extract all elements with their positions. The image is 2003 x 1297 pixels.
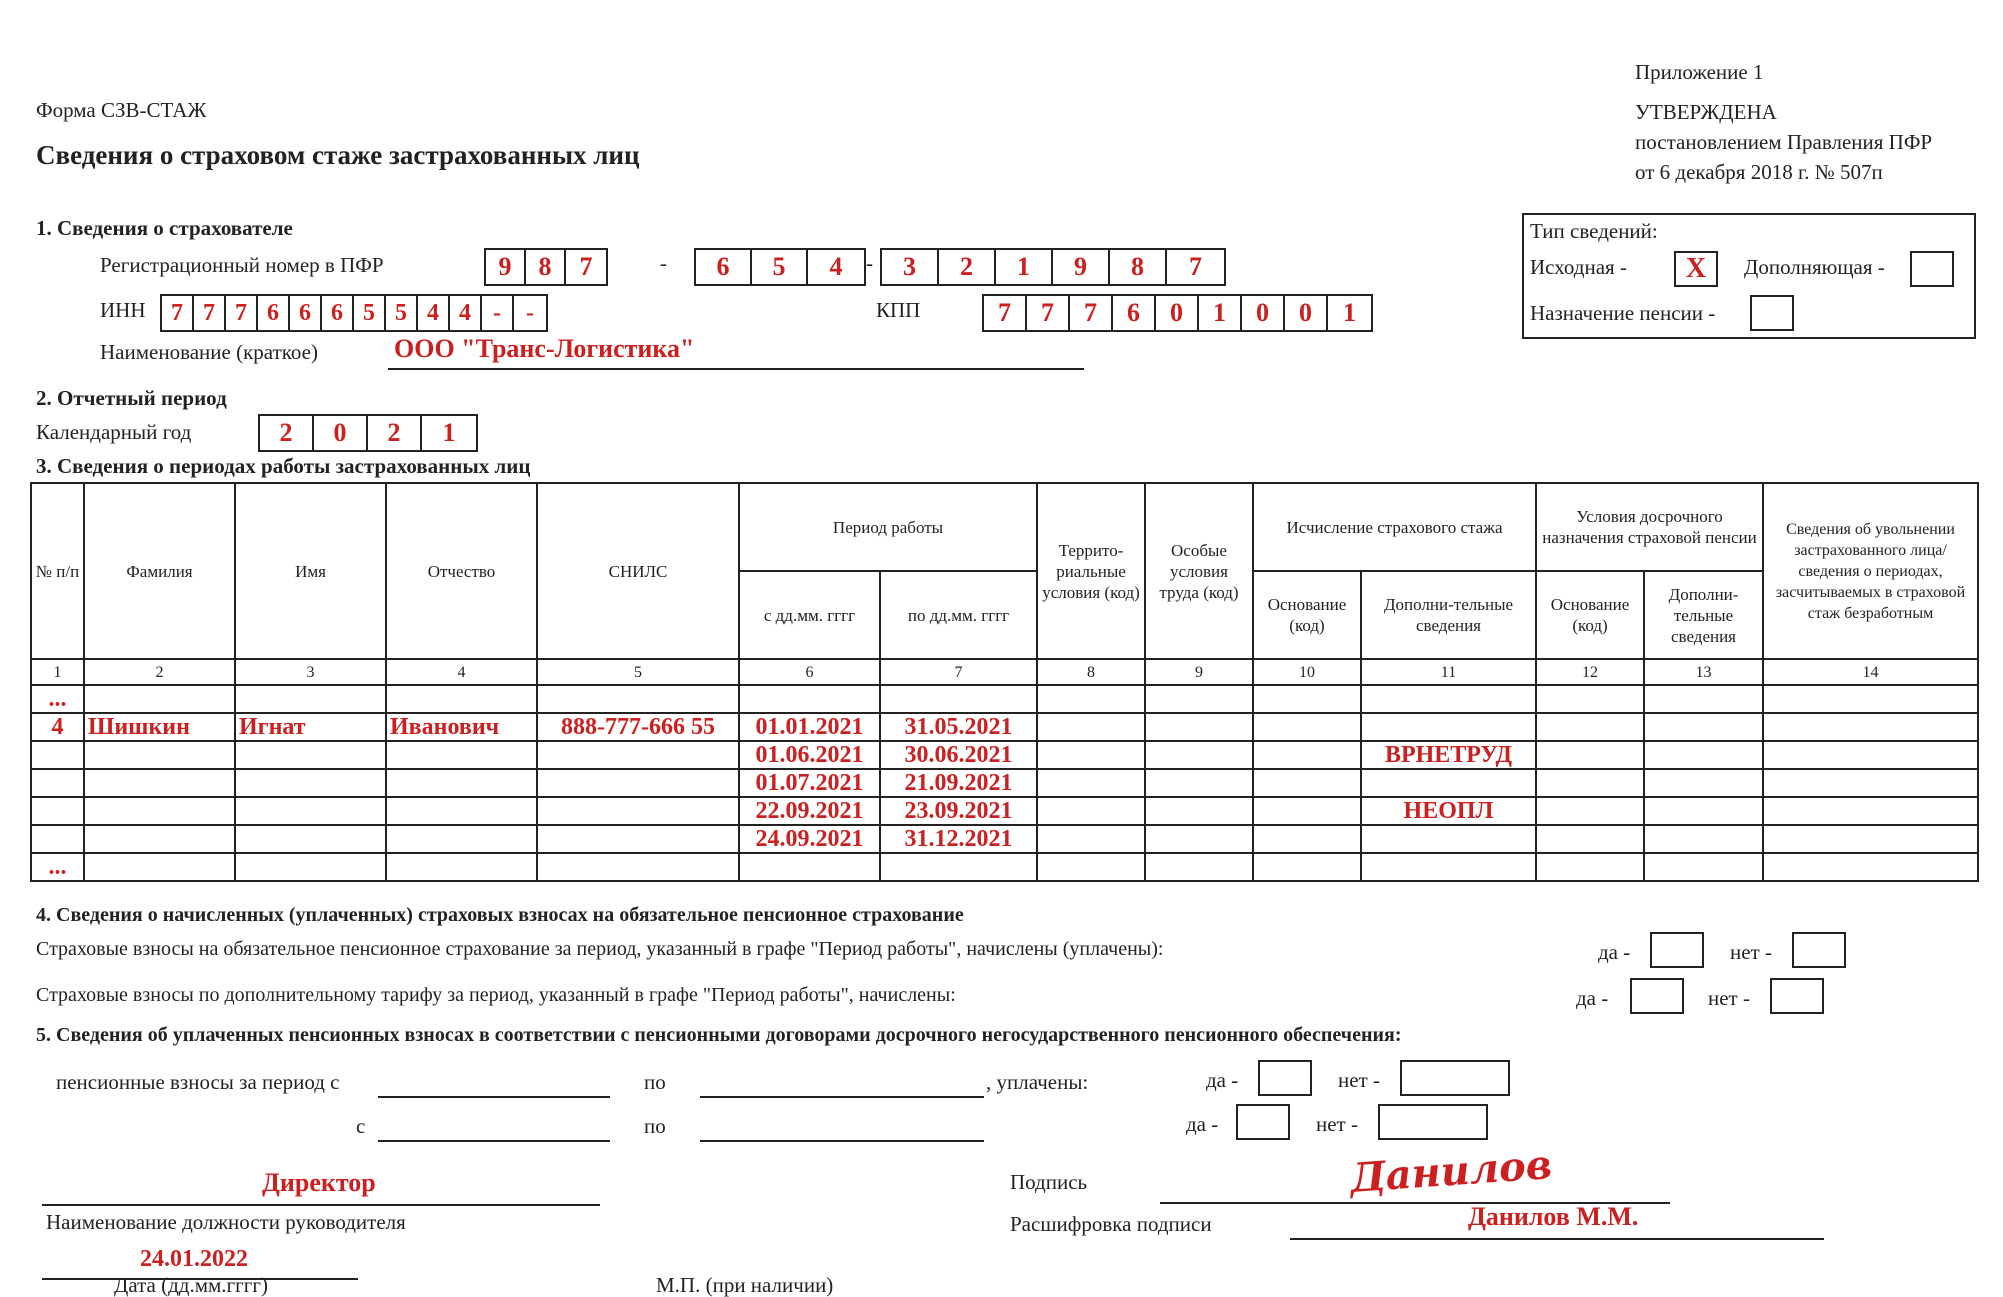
digit-box: 2	[368, 416, 422, 450]
kpp-field[interactable]	[982, 294, 1373, 332]
no-label: нет -	[1730, 940, 1772, 964]
digit-box: 6	[258, 296, 290, 330]
col-number: 14	[1763, 659, 1978, 685]
col-header-from: с дд.мм. гггг	[739, 571, 880, 659]
col-header-special: Особые условия труда (код)	[1145, 483, 1253, 659]
table-row	[31, 713, 1978, 741]
col-number: 2	[84, 659, 235, 685]
year-label: Календарный год	[36, 420, 192, 444]
digit-box: 1	[1199, 296, 1242, 330]
digit-box: 7	[984, 296, 1027, 330]
col-number: 11	[1361, 659, 1536, 685]
cell-calc-extra: НЕОПЛ	[1361, 797, 1536, 825]
table-row	[31, 741, 1978, 769]
digit-box: 6	[696, 250, 752, 284]
cell-from: 01.01.2021	[739, 713, 880, 741]
section3-title: 3. Сведения о периодах работы застрахованных лиц	[36, 454, 531, 478]
ellipsis-cell: ...	[31, 853, 84, 881]
form-name: Форма СЗВ-СТАЖ	[36, 98, 207, 122]
cell-to: 23.09.2021	[880, 797, 1037, 825]
reg-dash: -	[660, 251, 667, 275]
inn-label: ИНН	[100, 298, 146, 322]
cell-from: 22.09.2021	[739, 797, 880, 825]
digit-box: 6	[290, 296, 322, 330]
supplement-label: Дополняющая -	[1744, 255, 1885, 279]
digit-box: 7	[1189, 252, 1202, 281]
digit-box: 2	[260, 416, 314, 450]
info-type-panel	[1522, 213, 1976, 339]
appendix-label: Приложение 1	[1635, 60, 1764, 84]
no-label: нет -	[1338, 1068, 1380, 1092]
col-header-early-basis: Основание (код)	[1536, 571, 1644, 659]
yes-label: да -	[1186, 1112, 1219, 1136]
digit-box: 6	[1113, 296, 1156, 330]
col-header-name: Имя	[235, 483, 386, 659]
digit-box: 6	[322, 296, 354, 330]
digit-box: 5	[354, 296, 386, 330]
section4-line1: Страховые взносы на обязательное пенсионное страхование за период, указанный в графе "Период работы", начислены (уплачены):	[36, 938, 1164, 960]
cell-from: 01.06.2021	[739, 741, 880, 769]
yes-checkbox[interactable]	[1236, 1104, 1290, 1140]
yes-checkbox[interactable]	[1650, 932, 1704, 968]
cell-name: Игнат	[235, 713, 386, 741]
table-row	[31, 797, 1978, 825]
digit-box: 2	[939, 250, 996, 284]
col-number: 7	[880, 659, 1037, 685]
col-header-calc-extra: Дополни-тельные сведения	[1361, 571, 1536, 659]
digit-box: 9	[1053, 250, 1110, 284]
decode-field[interactable]	[1290, 1200, 1824, 1240]
cell-to: 31.12.2021	[880, 825, 1037, 853]
initial-label: Исходная -	[1530, 255, 1627, 279]
digit-box: 8	[1110, 250, 1167, 284]
cell-calc-extra: ВРНЕТРУД	[1361, 741, 1536, 769]
col-header-to: по дд.мм. гггг	[880, 571, 1037, 659]
digit-box: 7	[1070, 296, 1113, 330]
col-header-territorial: Террито-риальные условия (код)	[1037, 483, 1145, 659]
digit-box: 7	[162, 296, 194, 330]
reg-number-part1[interactable]	[484, 248, 608, 286]
digit-box: 7	[194, 296, 226, 330]
col-number: 3	[235, 659, 386, 685]
digit-box: -	[482, 296, 514, 330]
org-name-label: Наименование (краткое)	[100, 340, 318, 364]
cell-calc-extra	[1361, 825, 1536, 853]
digit-box: 1	[1343, 298, 1356, 327]
approved-by: постановлением Правления ПФР	[1635, 130, 1933, 154]
digit-box: -	[526, 299, 534, 326]
decode-label: Расшифровка подписи	[1010, 1212, 1212, 1236]
col-number: 13	[1644, 659, 1763, 685]
table-row	[31, 769, 1978, 797]
section1-title: 1. Сведения о страхователе	[36, 216, 293, 240]
column-numbers-row	[31, 659, 1978, 685]
cell-to: 30.06.2021	[880, 741, 1037, 769]
col-number: 9	[1145, 659, 1253, 685]
section5-title: 5. Сведения об уплаченных пенсионных взносах в соответствии с пенсионными договорами досрочного негосударственного пенсионного обеспечения:	[36, 1024, 1402, 1046]
approved-date: от 6 декабря 2018 г. № 507п	[1635, 160, 1883, 184]
col-header-calc-basis: Основание (код)	[1253, 571, 1361, 659]
position-label: Наименование должности руководителя	[46, 1210, 406, 1234]
date-from-field[interactable]	[378, 1108, 610, 1142]
digit-box: 4	[829, 252, 843, 281]
col-number: 1	[31, 659, 84, 685]
pension-checkbox[interactable]	[1750, 295, 1794, 331]
cell-from: 01.07.2021	[739, 769, 880, 797]
no-checkbox[interactable]	[1378, 1104, 1488, 1140]
col-number: 8	[1037, 659, 1145, 685]
ellipsis-cell: ...	[31, 685, 84, 713]
kpp-label: КПП	[876, 298, 921, 322]
cell-from: 24.09.2021	[739, 825, 880, 853]
date-from-field[interactable]	[378, 1064, 610, 1098]
table-row	[31, 825, 1978, 853]
cell-to: 21.09.2021	[880, 769, 1037, 797]
org-name-value: ООО "Транс-Логистика"	[394, 334, 695, 363]
inn-field[interactable]	[160, 294, 548, 332]
cell-no: 4	[31, 713, 84, 741]
no-label: нет -	[1316, 1112, 1358, 1136]
digit-box: 4	[418, 296, 450, 330]
position-value: Директор	[262, 1168, 376, 1197]
col-number: 10	[1253, 659, 1361, 685]
col-header-early: Условия досрочного назначения страховой пенсии	[1536, 483, 1763, 571]
digit-box: 8	[526, 250, 566, 284]
reg-dash: -	[866, 251, 873, 275]
section5-line1-prefix: пенсионные взносы за период с	[56, 1070, 340, 1094]
col-header-calc: Исчисление страхового стажа	[1253, 483, 1536, 571]
digit-box: 0	[1156, 296, 1199, 330]
date-value: 24.01.2022	[140, 1246, 248, 1272]
no-checkbox[interactable]	[1792, 932, 1846, 968]
reg-number-part3[interactable]	[880, 248, 1226, 286]
no-checkbox[interactable]	[1400, 1060, 1510, 1096]
digit-box: 7	[579, 252, 593, 281]
decode-value: Данилов М.М.	[1468, 1202, 1639, 1231]
approved-label: УТВЕРЖДЕНА	[1635, 100, 1777, 124]
paid-label: , уплачены:	[986, 1070, 1089, 1094]
work-periods-table	[30, 482, 1979, 882]
digit-box: 1	[996, 250, 1053, 284]
no-label: нет -	[1708, 986, 1750, 1010]
col-number: 4	[386, 659, 537, 685]
col-header-surname: Фамилия	[84, 483, 235, 659]
yes-label: да -	[1598, 940, 1631, 964]
cell-snils: 888-777-666 55	[537, 713, 739, 741]
col-header-period: Период работы	[739, 483, 1037, 571]
info-type-label: Тип сведений:	[1530, 219, 1658, 243]
yes-checkbox[interactable]	[1258, 1060, 1312, 1096]
col-number: 12	[1536, 659, 1644, 685]
cell-calc-extra	[1361, 769, 1536, 797]
by-label: по	[644, 1114, 666, 1138]
section4-line2: Страховые взносы по дополнительному тарифу за период, указанный в графе "Период работы", начислены:	[36, 984, 956, 1006]
date-to-field[interactable]	[700, 1108, 984, 1142]
pension-label: Назначение пенсии -	[1530, 301, 1716, 325]
col-header-dismissal: Сведения об увольнении застрахованного лица/ сведения о периодах, засчитываемых в страховой стаж безработным	[1763, 483, 1978, 659]
col-header-no: № п/п	[31, 483, 84, 659]
cell-surname: Шишкин	[84, 713, 235, 741]
by-label: по	[644, 1070, 666, 1094]
no-checkbox[interactable]	[1770, 978, 1824, 1014]
date-label: Дата (дд.мм.гггг)	[114, 1273, 268, 1297]
yes-checkbox[interactable]	[1630, 978, 1684, 1014]
digit-box: 3	[882, 250, 939, 284]
digit-box: 0	[1285, 296, 1328, 330]
col-header-early-extra: Дополни-тельные сведения	[1644, 571, 1763, 659]
cell-to: 31.05.2021	[880, 713, 1037, 741]
cell-patronymic: Иванович	[386, 713, 537, 741]
reg-number-label: Регистрационный номер в ПФР	[100, 253, 384, 277]
col-header-snils: СНИЛС	[537, 483, 739, 659]
digit-box: 0	[1242, 296, 1285, 330]
org-name-field[interactable]	[388, 334, 1084, 370]
digit-box: 0	[314, 416, 368, 450]
digit-box: 7	[1027, 296, 1070, 330]
digit-box: 5	[386, 296, 418, 330]
yes-label: да -	[1206, 1068, 1239, 1092]
stamp-label: М.П. (при наличии)	[656, 1273, 834, 1297]
table-row	[31, 685, 1978, 713]
signature-label: Подпись	[1010, 1170, 1088, 1194]
page-title: Сведения о страховом стаже застрахованных лиц	[36, 140, 640, 170]
yes-label: да -	[1576, 986, 1609, 1010]
digit-box: 9	[486, 250, 526, 284]
date-to-field[interactable]	[700, 1064, 984, 1098]
col-number: 6	[739, 659, 880, 685]
section5-line2-prefix: с	[356, 1114, 366, 1138]
col-number: 5	[537, 659, 739, 685]
digit-box: 4	[450, 296, 482, 330]
supplement-checkbox[interactable]	[1910, 251, 1954, 287]
reg-number-part2[interactable]	[694, 248, 866, 286]
signature-image: Данилов	[1348, 1141, 1554, 1202]
digit-box: 5	[752, 250, 808, 284]
year-field[interactable]	[258, 414, 478, 452]
table-row	[31, 853, 1978, 881]
position-field[interactable]	[42, 1164, 600, 1206]
initial-checkbox[interactable]: X	[1674, 251, 1718, 287]
cell-calc-extra	[1361, 713, 1536, 741]
digit-box: 1	[442, 418, 456, 447]
section4-title: 4. Сведения о начисленных (уплаченных) страховых взносах на обязательное пенсионное страхование	[36, 904, 964, 926]
digit-box: 7	[226, 296, 258, 330]
col-header-patronymic: Отчество	[386, 483, 537, 659]
section2-title: 2. Отчетный период	[36, 386, 227, 410]
